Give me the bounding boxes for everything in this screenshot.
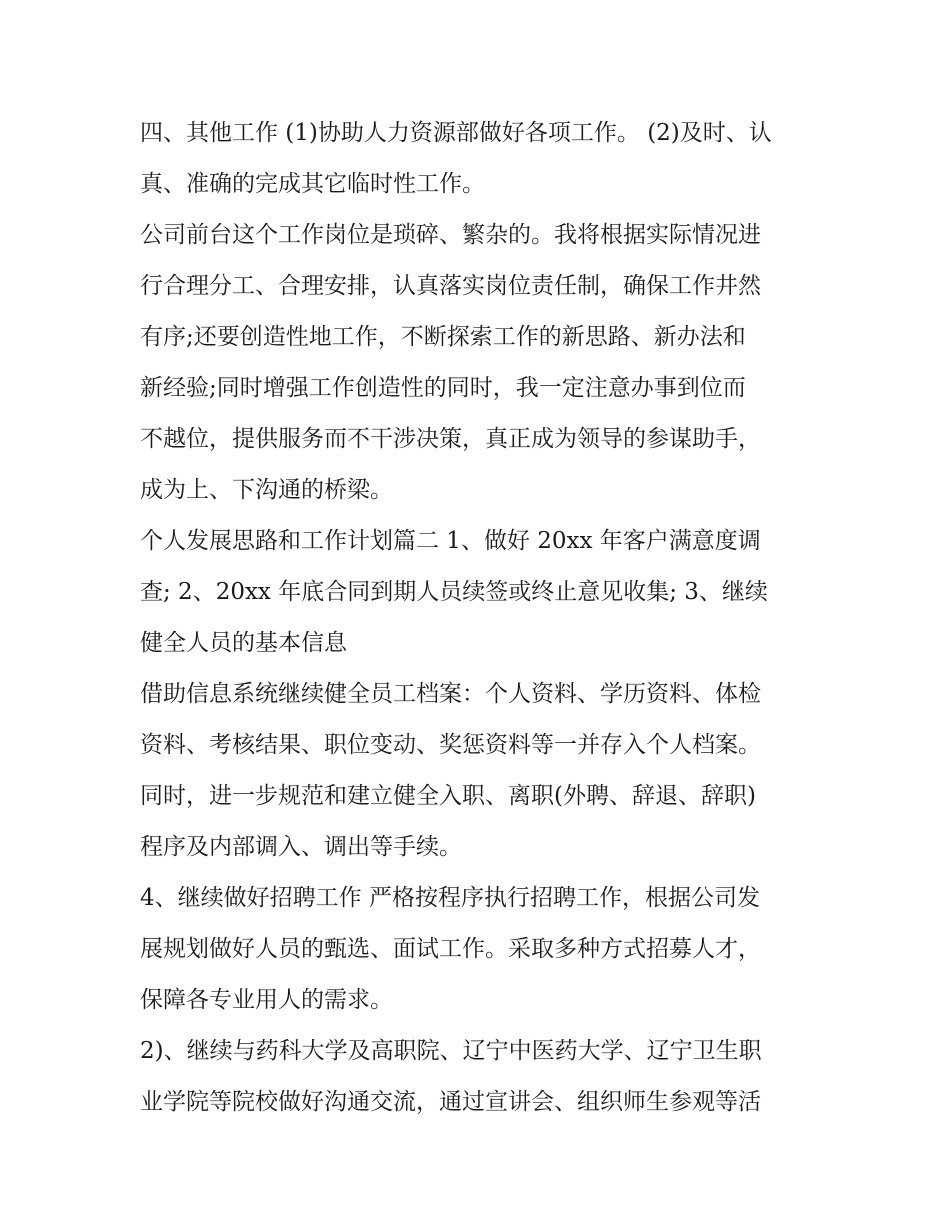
text-line: 个人发展思路和工作计划篇二 1、做好 20xx 年客户满意度调 bbox=[140, 528, 761, 554]
text-line: 行合理分工、合理安排，认真落实岗位责任制，确保工作井然 bbox=[140, 273, 761, 299]
text-line: 同时，进一步规范和建立健全入职、离职(外聘、辞退、辞职) bbox=[140, 783, 756, 809]
text-line: 程序及内部调入、调出等手续。 bbox=[140, 834, 462, 860]
document-body bbox=[140, 108, 820, 1128]
text-line: 不越位，提供服务而不干涉决策，真正成为领导的参谋助手， bbox=[140, 426, 761, 452]
text-line: 4、继续做好招聘工作 严格按程序执行招聘工作，根据公司发 bbox=[140, 885, 760, 911]
text-line: 成为上、下沟通的桥梁。 bbox=[140, 477, 393, 503]
text-line: 健全人员的基本信息 bbox=[140, 630, 347, 656]
text-line: 资料、考核结果、职位变动、奖惩资料等一并存入个人档案。 bbox=[140, 732, 761, 758]
text-line: 查; 2、20xx 年底合同到期人员续签或终止意见收集; 3、继续 bbox=[140, 579, 768, 605]
text-line: 展规划做好人员的甄选、面试工作。采取多种方式招募人才， bbox=[140, 936, 761, 962]
text-line: 真、准确的完成其它临时性工作。 bbox=[140, 171, 485, 197]
text-line: 借助信息系统继续健全员工档案：个人资料、学历资料、体检 bbox=[140, 681, 761, 707]
text-line: 公司前台这个工作岗位是琐碎、繁杂的。我将根据实际情况进 bbox=[140, 222, 761, 248]
text-line: 2)、继续与药科大学及高职院、辽宁中医药大学、辽宁卫生职 bbox=[140, 1038, 762, 1064]
text-line: 新经验;同时增强工作创造性的同时，我一定注意办事到位而 bbox=[140, 375, 746, 401]
text-line: 四、其他工作 (1)协助人力资源部做好各项工作。 (2)及时、认 bbox=[140, 120, 772, 146]
text-line: 业学院等院校做好沟通交流，通过宣讲会、组织师生参观等活 bbox=[140, 1089, 761, 1115]
text-line: 有序;还要创造性地工作，不断探索工作的新思路、新办法和 bbox=[140, 324, 746, 350]
text-line: 保障各专业用人的需求。 bbox=[140, 987, 393, 1013]
